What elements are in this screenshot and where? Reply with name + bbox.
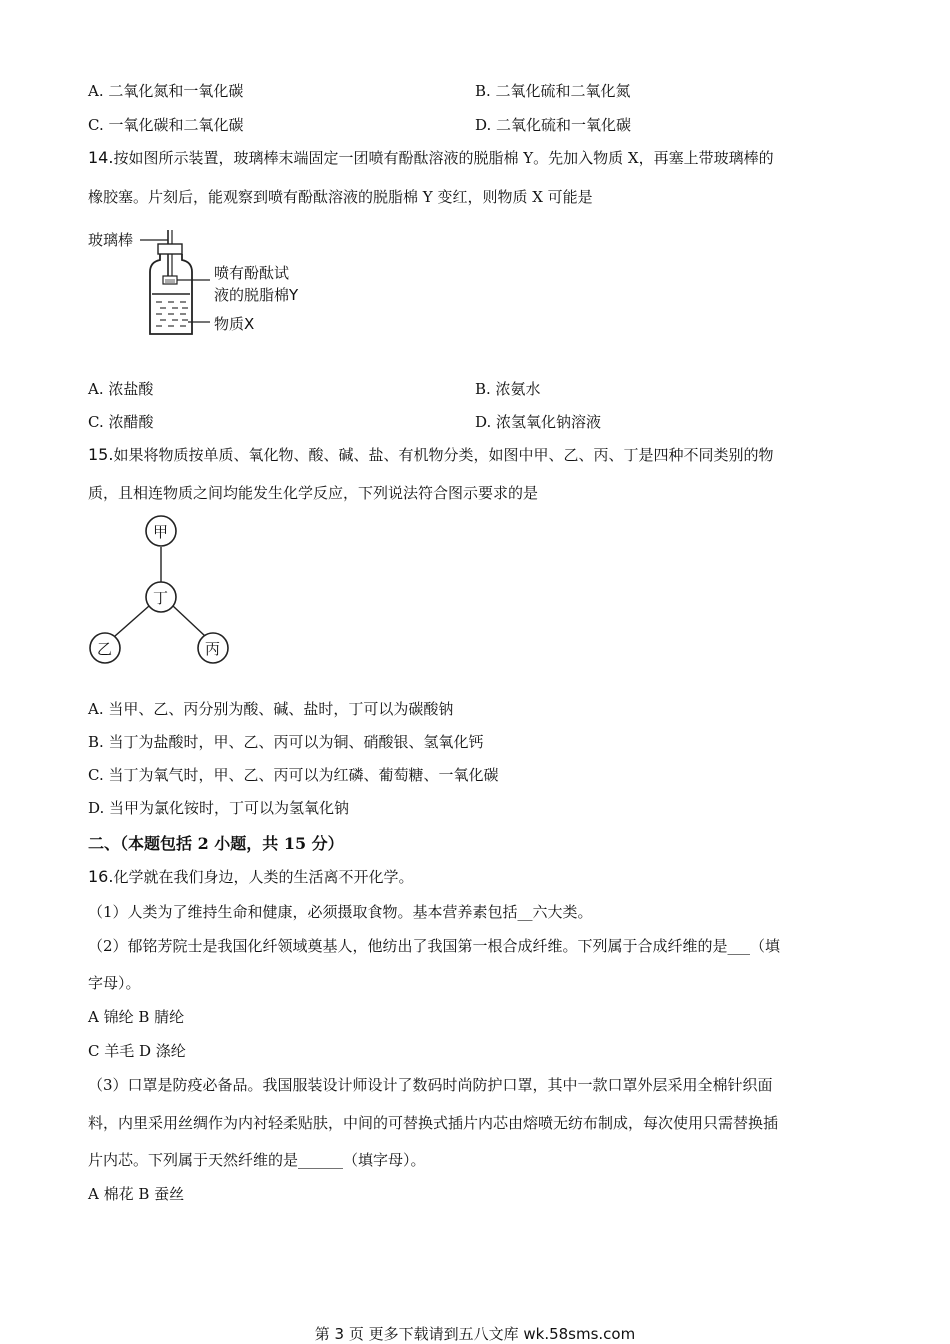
- q16-part3-line2: 料，内里采用丝绸作为内衬轻柔贴肤，中间的可替换式插片内芯由熔喷无纺布制成，每次使用只需替换插: [88, 1114, 779, 1132]
- label-cotton-line1: 喷有酚酞试: [214, 264, 290, 282]
- q16-text: 化学就在我们身边，人类的生活离不开化学。: [113, 868, 414, 886]
- rubber-stopper: [158, 244, 182, 254]
- q15-stem-line2: 质，且相连物质之间均能发生化学反应，下列说法符合图示要求的是: [88, 484, 539, 502]
- q15-option-c: C. 当丁为氧气时，甲、乙、丙可以为红磷、葡萄糖、一氧化碳: [88, 766, 499, 784]
- q16-part3-line3: 片内芯。下列属于天然纤维的是______（填字母）。: [88, 1151, 426, 1169]
- q15-option-a: A. 当甲、乙、丙分别为酸、碱、盐时，丁可以为碳酸钠: [88, 700, 454, 718]
- node-bing-label: 丙: [205, 640, 221, 658]
- label-cotton-line2: 液的脱脂棉Y: [214, 286, 299, 304]
- section-2-heading: 二、（本题包括 2 小题，共 15 分）: [88, 834, 344, 853]
- q16-part2-line1: （2）郁铭芳院士是我国化纤领域奠基人，他纺出了我国第一根合成纤维。下列属于合成纤维的是___（填: [88, 937, 781, 955]
- q13-option-a: A. 二氧化氮和一氧化碳: [88, 82, 244, 100]
- node-yi-label: 乙: [97, 640, 113, 658]
- q16-number: 16.: [88, 867, 114, 886]
- q15-text-1: 如果将物质按单质、氧化物、酸、碱、盐、有机物分类，如图中甲、乙、丙、丁是四种不同类别的物: [113, 446, 774, 464]
- q14-option-a: A. 浓盐酸: [88, 380, 154, 398]
- q14-text-1: 按如图所示装置，玻璃棒末端固定一团喷有酚酞溶液的脱脂棉 Y。先加入物质 X，再塞上带玻璃棒的: [113, 149, 774, 167]
- q15-option-b: B. 当丁为盐酸时，甲、乙、丙可以为铜、硝酸银、氢氧化钙: [88, 733, 484, 751]
- q15-node-diagram: [85, 510, 245, 670]
- node-jia-label: 甲: [153, 523, 169, 541]
- q13-option-b: B. 二氧化硫和二氧化氮: [475, 82, 631, 100]
- q16-part2-options-ab: A 锦纶 B 腈纶: [88, 1008, 185, 1026]
- q14-option-b: B. 浓氨水: [475, 380, 541, 398]
- q16-part3-options-ab: A 棉花 B 蚕丝: [88, 1185, 185, 1203]
- q16-stem: [88, 866, 413, 887]
- q14-number: 14.: [88, 148, 114, 167]
- substance-x-liquid: [156, 302, 188, 326]
- q15-option-d: D. 当甲为氯化铵时，丁可以为氢氧化钠: [88, 799, 350, 817]
- q13-option-d: D. 二氧化硫和一氧化碳: [475, 116, 632, 134]
- node-ding-label: 丁: [153, 589, 169, 607]
- edge-ding-yi: [115, 606, 149, 636]
- q16-part2-line2: 字母）。: [88, 974, 141, 992]
- label-glass-rod: 玻璃棒: [88, 231, 134, 249]
- q14-stem-line1: [88, 147, 774, 168]
- q14-stem-line2: 橡胶塞。片刻后，能观察到喷有酚酞溶液的脱脂棉 Y 变红，则物质 X 可能是: [88, 188, 593, 206]
- q15-stem-line1: [88, 444, 773, 465]
- q14-option-c: C. 浓醋酸: [88, 413, 154, 431]
- q16-part2-options-cd: C 羊毛 D 涤纶: [88, 1042, 186, 1060]
- label-substance-x: 物质X: [214, 315, 255, 333]
- q16-part1: （1）人类为了维持生命和健康，必须摄取食物。基本营养素包括__六大类。: [88, 903, 593, 921]
- q13-option-c: C. 一氧化碳和二氧化碳: [88, 116, 244, 134]
- q16-part3-line1: （3）口罩是防疫必备品。我国服装设计师设计了数码时尚防护口罩，其中一款口罩外层采用全棉针织面: [88, 1076, 773, 1094]
- q14-option-d: D. 浓氢氧化钠溶液: [475, 413, 602, 431]
- edge-ding-bing: [173, 606, 205, 636]
- q14-apparatus-figure: [88, 226, 328, 346]
- q15-number: 15.: [88, 445, 114, 464]
- page-footer: 第 3 页 更多下载请到五八文库 wk.58sms.com: [314, 1325, 636, 1343]
